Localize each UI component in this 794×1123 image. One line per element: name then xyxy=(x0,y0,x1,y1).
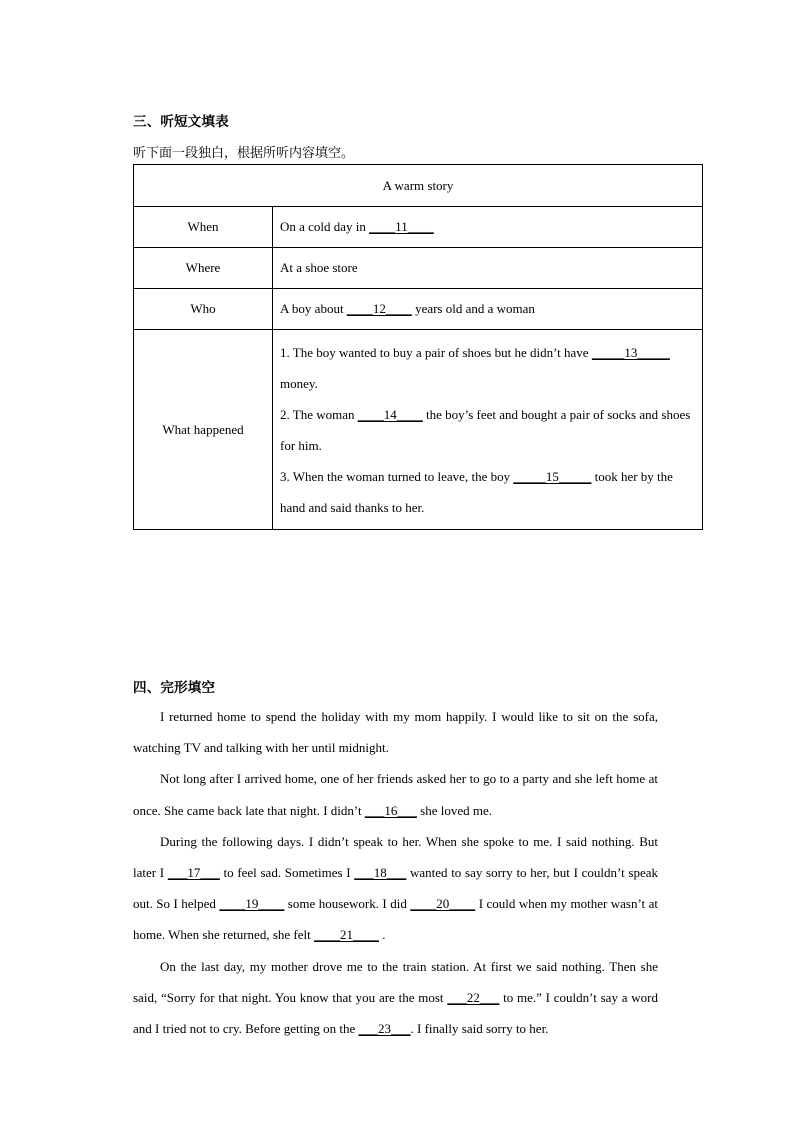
blank-14: ____14____ xyxy=(357,407,423,422)
cloze-blank: ___18___ xyxy=(354,865,407,881)
cloze-blank: ____20____ xyxy=(410,896,476,912)
table-row xyxy=(134,207,703,248)
blank-11: ____11____ xyxy=(369,219,434,234)
when-text: On a cold day in xyxy=(280,219,370,234)
cloze-passage xyxy=(133,701,658,1044)
row-value-who xyxy=(273,289,703,330)
event-item xyxy=(280,399,694,461)
row-label-who: Who xyxy=(134,289,273,330)
who-text-pre: A boy about xyxy=(280,301,347,316)
table-row xyxy=(134,330,703,530)
event-1-pre: 1. The boy wanted to buy a pair of shoes but he didn’t have xyxy=(280,345,592,360)
cloze-text: . I finally said sorry to her. xyxy=(410,1021,549,1037)
cloze-blank: ____21____ xyxy=(313,927,379,943)
cloze-paragraph xyxy=(133,701,658,763)
cloze-text: to me.” I couldn’t say a word and I tried not to cry. Before getting on the xyxy=(133,989,658,1037)
blank-12: ____12____ xyxy=(346,301,412,316)
row-label-what-happened: What happened xyxy=(134,330,273,530)
blank-13: _____13_____ xyxy=(591,345,670,360)
cloze-text: On the last day, my mother drove me to the train station. At first we said nothing. Then she said, “Sorry for that night. You know that you are the most xyxy=(133,958,658,1005)
who-text-post: years old and a woman xyxy=(411,301,535,316)
table-header: A warm story xyxy=(134,165,703,207)
row-label-when: When xyxy=(134,207,273,248)
event-2-pre: 2. The woman xyxy=(280,407,358,422)
cloze-text: wanted to say sorry to her, but I couldn’t speak out. So I helped xyxy=(133,865,658,912)
cloze-blank: ___17___ xyxy=(167,865,220,881)
cloze-text: she loved me. xyxy=(416,802,492,818)
cloze-paragraph xyxy=(133,826,658,951)
cloze-text: . xyxy=(378,927,386,943)
cloze-text: Not long after I arrived home, one of her friends asked her to go to a party and she left home at once. She came back late that night. I didn’t xyxy=(133,771,658,818)
blank-15: _____15_____ xyxy=(513,469,592,484)
cloze-text: to feel sad. Sometimes I xyxy=(219,865,355,881)
cloze-blank: ___16___ xyxy=(364,802,417,818)
event-3-pre: 3. When the woman turned to leave, the boy xyxy=(280,469,514,484)
row-value-what-happened xyxy=(273,330,703,530)
section-3-title: 三、听短文填表 xyxy=(133,114,229,130)
event-1-post: money. xyxy=(280,376,318,391)
cloze-paragraph xyxy=(133,763,658,825)
cloze-paragraph xyxy=(133,951,658,1045)
section-3-instruction: 听下面一段独白，根据所听内容填空。 xyxy=(133,146,355,161)
event-item xyxy=(280,337,694,399)
table-row xyxy=(134,248,703,289)
cloze-text: some housework. I did xyxy=(284,896,411,912)
cloze-text: I could when my mother wasn’t at home. When she returned, she felt xyxy=(133,896,658,943)
event-3-post: took her by the hand and said thanks to her. xyxy=(280,469,673,515)
event-item xyxy=(280,461,694,523)
cloze-text: During the following days. I didn’t speak to her. When she spoke to me. I said nothing. But later I xyxy=(133,833,658,881)
event-2-post: the boy’s feet and bought a pair of socks and shoes for him. xyxy=(280,407,691,453)
section-4-title: 四、完形填空 xyxy=(133,680,216,696)
row-value-when xyxy=(273,207,703,248)
row-label-where: Where xyxy=(134,248,273,289)
row-value-where: At a shoe store xyxy=(273,248,703,289)
cloze-blank: ___22___ xyxy=(447,989,500,1005)
cloze-blank: ___23___ xyxy=(358,1021,411,1037)
cloze-blank: ____19____ xyxy=(219,896,285,912)
table-row xyxy=(134,289,703,330)
warm-story-table xyxy=(133,164,703,530)
table-header-row xyxy=(134,165,703,207)
cloze-text: I returned home to spend the holiday with my mom happily. I would like to sit on the sofa, watching TV and talking with her until midnight. xyxy=(133,709,658,756)
